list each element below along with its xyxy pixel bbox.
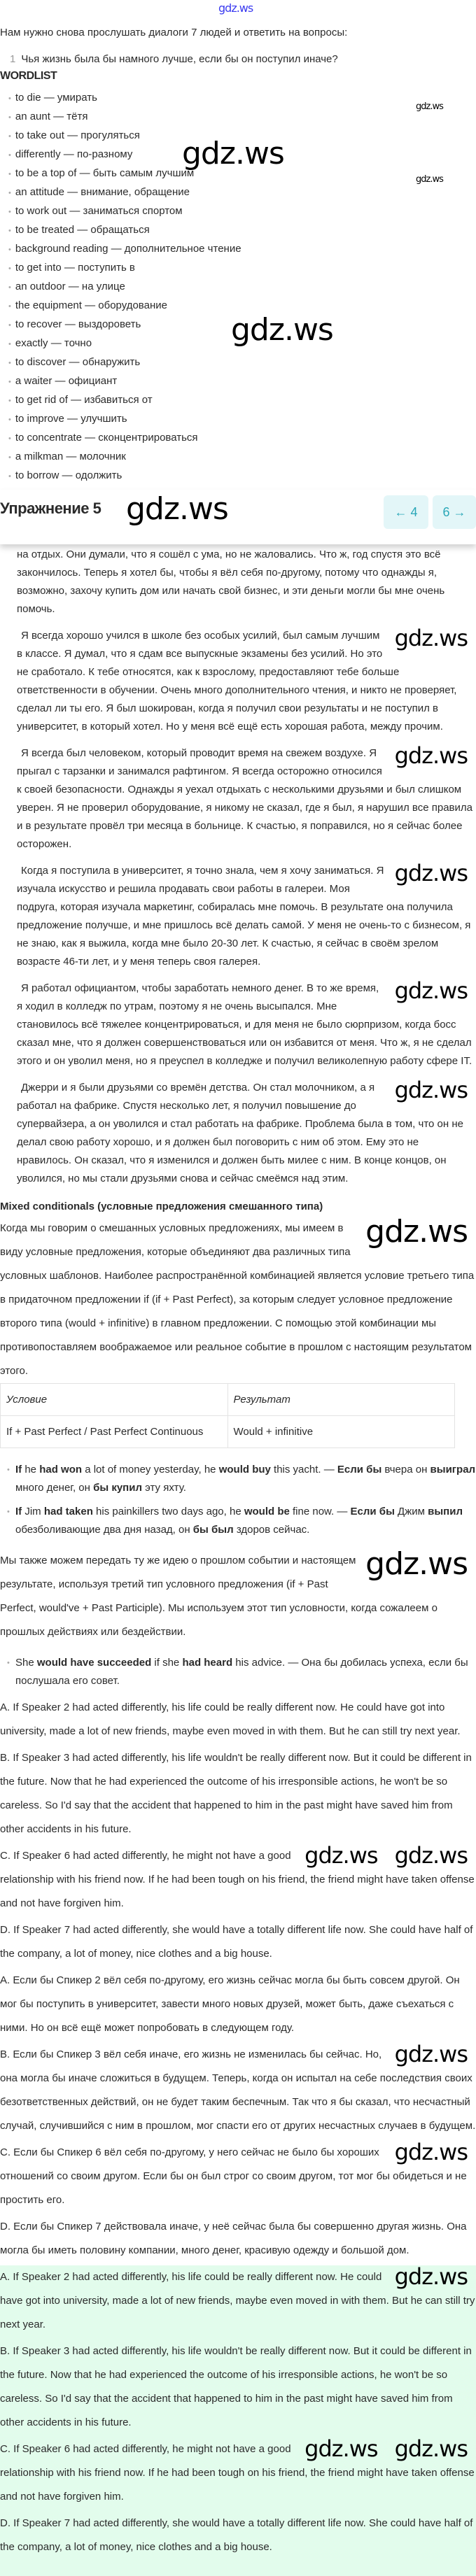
- wordlist-item: • differently — по-разному: [8, 145, 241, 164]
- answer-text: C. If Speaker 6 had acted differently, he might not have a good relationship with his friend now. If he had been tough on his friend, the friend might have taken offense and not have forgiven him.: [0, 2443, 475, 2503]
- answer-paragraph: [0, 2437, 476, 2509]
- watermark: gdz.ws: [182, 136, 284, 171]
- intro-text: Нам нужно снова прослушать диалоги 7 людей и ответить на вопросы:: [0, 27, 348, 38]
- speaker-text: на отдых. Они думали, что я сошёл с ума, но не жаловались. Что ж, год спустя это всё закончилось. Теперь я хотел бы, чтобы я вёл себя по-другому, потому что однажды я, возможно, захочу купить дом или начать свой бизнес, и эти деньги могли бы мне очень помочь.: [17, 549, 445, 615]
- answers-highlighted: [0, 2265, 476, 2576]
- wordlist-item: • to take out — прогуляться: [8, 126, 241, 145]
- watermark: gdz.ws: [231, 312, 333, 348]
- watermark: gdz.ws: [394, 1844, 468, 1869]
- example-segment: Jim: [22, 1506, 44, 1517]
- watermark: gdz.ws: [394, 862, 468, 886]
- answer-text: C. If Speaker 6 had acted differently, he might not have a good relationship with his friend now. If he had been tough on his friend, the friend might have taken offense and not have forgiven him.: [0, 1850, 475, 1909]
- answer-text: A. Если бы Спикер 2 вёл себя по-другому, его жизнь сейчас могла бы быть совсем другой. Он мог бы поступить в университет, завести много новых друзей, может быть, даже съехаться с ними. Но он всё ещё может попробовать в следующем году.: [0, 1974, 460, 2034]
- speaker-list: [0, 546, 476, 1188]
- example-segment: he: [22, 1464, 40, 1475]
- speaker-paragraph: [0, 546, 476, 618]
- question-number: 1: [10, 53, 16, 65]
- example-segment: a lot of money yesterday, he: [82, 1464, 219, 1475]
- example-segment: had heard: [182, 1657, 233, 1669]
- wordlist-item: • to concentrate — сконцентрироваться: [8, 428, 241, 447]
- example-segment: would have succeeded: [36, 1657, 152, 1669]
- example-segment: выпил: [428, 1506, 463, 1517]
- speaker-number: [0, 627, 21, 645]
- answers-english: [0, 1696, 476, 1966]
- watermark: gdz.ws: [126, 491, 228, 527]
- watermark: gdz.ws: [394, 2141, 468, 2165]
- answer-text: A. If Speaker 2 had acted differently, his life could be really different now. He could have got into university, made a lot of new friends, maybe even moved in with them. But he can still try next year.: [0, 1701, 461, 1737]
- speaker-text: Джерри и я были друзьями со времён детства. Он стал молочником, а я работал на фабрике. Спустя несколько лет, я получил повышение до супервайзера, а он уволился и стал работать на фабрике. Проблема была в том, что он не делал свою работу хорошо, и я должен был поговорить с ним об этом. Ему это не нравилось. Он сказал, что я изменился и должен быть милее с ним. В конце концов, он уволился, но мы стали друзьями снова и сейчас смеёмся над этим.: [17, 1082, 463, 1184]
- wordlist-title: WORDLIST: [0, 70, 57, 82]
- examples-list: [0, 1461, 476, 1539]
- example-segment: здоров сейчас.: [233, 1524, 310, 1536]
- example-segment: много денег, он: [15, 1482, 94, 1494]
- grammar-paragraph: [0, 1549, 476, 1644]
- answer-paragraph: [0, 2141, 476, 2212]
- wordlist-item: • to die — умирать: [8, 88, 241, 107]
- example-segment: if she: [151, 1657, 183, 1669]
- answer-text: C. Если бы Спикер 6 вёл себя по-другому, у него сейчас не было бы хороших отношений со своим другом. Если бы он был строг со своим другом, тот мог бы обидеться и не простить его.: [0, 2146, 467, 2206]
- watermark: gdz.ws: [394, 2043, 468, 2067]
- question-text: Чья жизнь была бы намного лучше, если бы он поступил иначе?: [21, 53, 338, 65]
- answer-text: D. If Speaker 7 had acted differently, she would have a totally different life now. She could have half of the company, a lot of money, nice clothes and a big house.: [0, 2517, 473, 2553]
- speaker-number: [0, 979, 21, 998]
- wordlist-item: • an attitude — внимание, обращение: [8, 183, 241, 201]
- example-segment: бы купил: [93, 1482, 142, 1494]
- grammar-title: Mixed conditionals (условные предложения смешанного типа): [0, 1201, 323, 1212]
- example-segment: Если бы: [350, 1506, 395, 1517]
- table-header: Условие: [1, 1384, 228, 1416]
- answer-text: D. Если бы Спикер 7 действовала иначе, у неё сейчас была бы совершенно другая жизнь. Она могла бы иметь половину компании, много денег, красивую одежду и большой дом.: [0, 2221, 467, 2256]
- wordlist-item: • to borrow — одолжить: [8, 466, 241, 485]
- grammar-paragraph-text: Когда мы говорим о смешанных условных предложениях, мы имеем в виду условные предложения, которые объединяют два различных типа условных шаблонов. Наиболее распространённой комбинацией является условие третьего типа в придаточном предложении if (if + Past Perfect), за которым следует условное предложение второго типа (would + infinitive) в главном предложении. С помощью этой комбинации мы противопоставляем воображаемое или реальное событие в прошлом с настоящим результатом этого.: [0, 1222, 475, 1377]
- example-segment: fine now. —: [289, 1506, 351, 1517]
- speaker-paragraph: [0, 862, 476, 971]
- example-segment: бы был: [192, 1524, 234, 1536]
- answer-text: A. If Speaker 2 had acted differently, his life could be really different now. He could have got into university, made a lot of new friends, maybe even moved in with them. But he can still try next year.: [0, 2271, 475, 2330]
- answer-paragraph: [0, 1746, 476, 1841]
- main-content: [0, 546, 476, 2576]
- question: [10, 53, 338, 65]
- example-segment: Если бы: [337, 1464, 382, 1475]
- example-item: [15, 1461, 476, 1497]
- watermark: gdz.ws: [416, 174, 443, 185]
- speaker-text: Я всегда хорошо учился в школе без особых усилий, был самым лучшим в классе. Я думал, что я сдам все выпускные экзамены без усилий. Но это не сработало. К тебе относятся, как к взрослому, предоставляют тебе больше ответственности в обучении. Очень много дополнительного чтения, и никто не проверяет, сделал ли ты его. Я был шокирован, когда я получил свои результаты и не поступил в университет, в который хотел. Но у меня всё ещё есть хорошая работа, между прочим.: [17, 630, 457, 733]
- example-segment: If: [15, 1464, 22, 1475]
- example-segment: his painkillers two days ago, he: [92, 1506, 244, 1517]
- grammar-paragraph-text: Мы также можем передать ту же идею о прошлом событии и настоящем результате, используя третий тип условного предложения (if + Past Perfect, would've + Past Participle). Мы используем этот тип условности, когда сожалеем о прошлых действиях или бездействии.: [0, 1555, 438, 1638]
- example-segment: Джим: [394, 1506, 428, 1517]
- watermark: gdz.ws: [365, 1217, 468, 1250]
- answer-text: B. If Speaker 3 had acted differently, his life wouldn't be really different now. But it could be different in the future. Now that he had experienced the outcome of his irresponsible actions, he won't be so careless. So I'd say that the accident that happened to him in the past might have saved him from other accidents in his future.: [0, 2345, 472, 2428]
- speaker-number: [0, 744, 21, 763]
- speaker-text: Когда я поступила в университет, я точно знала, чем я хочу заниматься. Я изучала искусство и решила продавать свои работы в галереи. Моя подруга, которая изучала маркетинг, собиралась мне помочь. В результате она получила предложение получше, и мне пришлось всё делать самой. У меня не очень-то с бизнесом, я не знаю, как я выжила, когда мне было 20-30 лет. К счастью, я сейчас в своём зрелом возрасте 46-ти лет, и у меня теперь своя галерея.: [17, 865, 471, 968]
- wordlist-item: • to get into — поступить в: [8, 258, 241, 277]
- answer-text: D. If Speaker 7 had acted differently, she would have a totally different life now. She could have half of the company, a lot of money, nice clothes and a big house.: [0, 1924, 473, 1960]
- wordlist-item: • a milkman — молочник: [8, 447, 241, 466]
- wordlist-item: • an outdoor — на улице: [8, 277, 241, 296]
- example-segment: She: [15, 1657, 37, 1669]
- example-segment: had won: [39, 1464, 83, 1475]
- example-segment: this yacht. —: [270, 1464, 337, 1475]
- speaker-number: [0, 862, 21, 880]
- grammar-paragraph: [0, 1217, 476, 1383]
- wordlist-item: • a waiter — официант: [8, 371, 241, 390]
- answer-paragraph: [0, 1844, 476, 1916]
- watermark: gdz.ws: [365, 1549, 468, 1582]
- example-segment: would be: [244, 1506, 290, 1517]
- example-segment: обезболивающие два дня назад, он: [15, 1524, 193, 1536]
- speaker-text: Я работал официантом, чтобы заработать немного денег. В то же время, я ходил в колледж по утрам, поэтому я не очень высыпался. Мне становилось всё тяжелее концентрироваться, и для меня не было сюрпризом, когда босс сказал мне, что я должен совершенствоваться или он избавится от меня. Что ж, я не сделал этого и он уволил меня, но я преуспел в колледже и получил великолепную работу сфере IT.: [17, 982, 472, 1067]
- answers-russian: [0, 1969, 476, 2263]
- examples-list: [0, 1654, 476, 1690]
- watermark: gdz.ws: [394, 979, 468, 1004]
- answer-paragraph: [0, 2340, 476, 2435]
- watermark: gdz.ws: [394, 2437, 468, 2462]
- table-cell: Would + infinitive: [227, 1416, 455, 1448]
- watermark: gdz.ws: [304, 1844, 378, 1869]
- example-segment: his advice. — Она бы добилась успеха, если бы послушала его совет.: [15, 1657, 468, 1687]
- wordlist-item: • to get rid of — избавиться от: [8, 390, 241, 409]
- answer-paragraph: [0, 2265, 476, 2337]
- wordlist-item: • to improve — улучшить: [8, 409, 241, 428]
- next-exercise-button[interactable]: 6 →: [433, 495, 476, 529]
- answer-paragraph: [0, 2043, 476, 2138]
- wordlist-item: • to work out — заниматься спортом: [8, 201, 241, 220]
- example-segment: had taken: [43, 1506, 93, 1517]
- watermark: gdz.ws: [416, 101, 443, 112]
- wordlist-item: • to recover — выздороветь: [8, 315, 241, 334]
- grammar-table: [0, 1383, 455, 1448]
- watermark: gdz.ws: [394, 1079, 468, 1103]
- answer-paragraph: [0, 2512, 476, 2559]
- speaker-paragraph: [0, 1079, 476, 1188]
- speaker-paragraph: [0, 979, 476, 1070]
- watermark: gdz.ws: [394, 744, 468, 769]
- example-segment: вчера он: [382, 1464, 430, 1475]
- example-item: [15, 1654, 476, 1690]
- speaker-paragraph: [0, 744, 476, 854]
- answer-paragraph: [0, 1696, 476, 1743]
- wordlist-item: • an aunt — тётя: [8, 107, 241, 126]
- wordlist-item: • exactly — точно: [8, 334, 241, 353]
- wordlist: [8, 88, 241, 485]
- answer-paragraph: [0, 1969, 476, 2040]
- example-segment: would buy: [218, 1464, 271, 1475]
- speaker-number: [0, 1079, 21, 1097]
- answer-paragraph: [0, 1918, 476, 1966]
- table-cell: If + Past Perfect / Past Perfect Continuous: [1, 1416, 228, 1448]
- wordlist-item: • background reading — дополнительное чтение: [8, 239, 241, 258]
- sticky-header: [0, 490, 476, 544]
- wordlist-item: • to be treated — обращаться: [8, 220, 241, 239]
- answer-paragraph: [0, 2215, 476, 2263]
- prev-exercise-button[interactable]: ← 4: [384, 495, 428, 529]
- example-segment: If: [15, 1506, 22, 1517]
- page-title: Упражнение 5: [0, 500, 102, 517]
- example-segment: эту яхту.: [142, 1482, 186, 1494]
- wordlist-item: • to discover — обнаружить: [8, 353, 241, 371]
- watermark: gdz.ws: [304, 2437, 378, 2462]
- example-segment: выиграл: [430, 1464, 476, 1475]
- wordlist-item: • to be a top of — быть самым лучшим: [8, 164, 241, 183]
- speaker-text: Я всегда был человеком, который проводит время на свежем воздухе. Я прыгал с тарзанки и занимался рафтингом. Я всегда осторожно относился к своей безопасности. Однажды я уехал отдыхать с несколькими друзьями и был слишком уверен. Я не проверил оборудование, я никому не сказал, где я был, я нарушил все правила и в результате провёл три месяца в больнице. К счастью, я поправился, но я сейчас более осторожен.: [17, 747, 472, 850]
- answer-text: B. Если бы Спикер 3 вёл себя иначе, его жизнь не изменилась бы сейчас. Но, она могла бы иначе сложиться в будущем. Теперь, когда он испытал на себе последствия своих безответственных действий, он не будет таким беспечным. Так что я бы сказал, что несчастный случай, случившийся с ним в прошлом, мог спасти его от других несчастных случаев в будущем.: [0, 2048, 476, 2132]
- speaker-paragraph: [0, 627, 476, 736]
- watermark: gdz.ws: [394, 2265, 468, 2290]
- watermark: gdz.ws: [394, 627, 468, 651]
- table-header: Результат: [227, 1384, 455, 1416]
- wordlist-item: • the equipment — оборудование: [8, 296, 241, 315]
- watermark-logo: gdz.ws: [218, 1, 253, 15]
- answer-text: B. If Speaker 3 had acted differently, his life wouldn't be really different now. But it could be different in the future. Now that he had experienced the outcome of his irresponsible actions, he won't be so careless. So I'd say that the accident that happened to him in the past might have saved him from other accidents in his future.: [0, 1752, 472, 1835]
- example-item: [15, 1503, 476, 1539]
